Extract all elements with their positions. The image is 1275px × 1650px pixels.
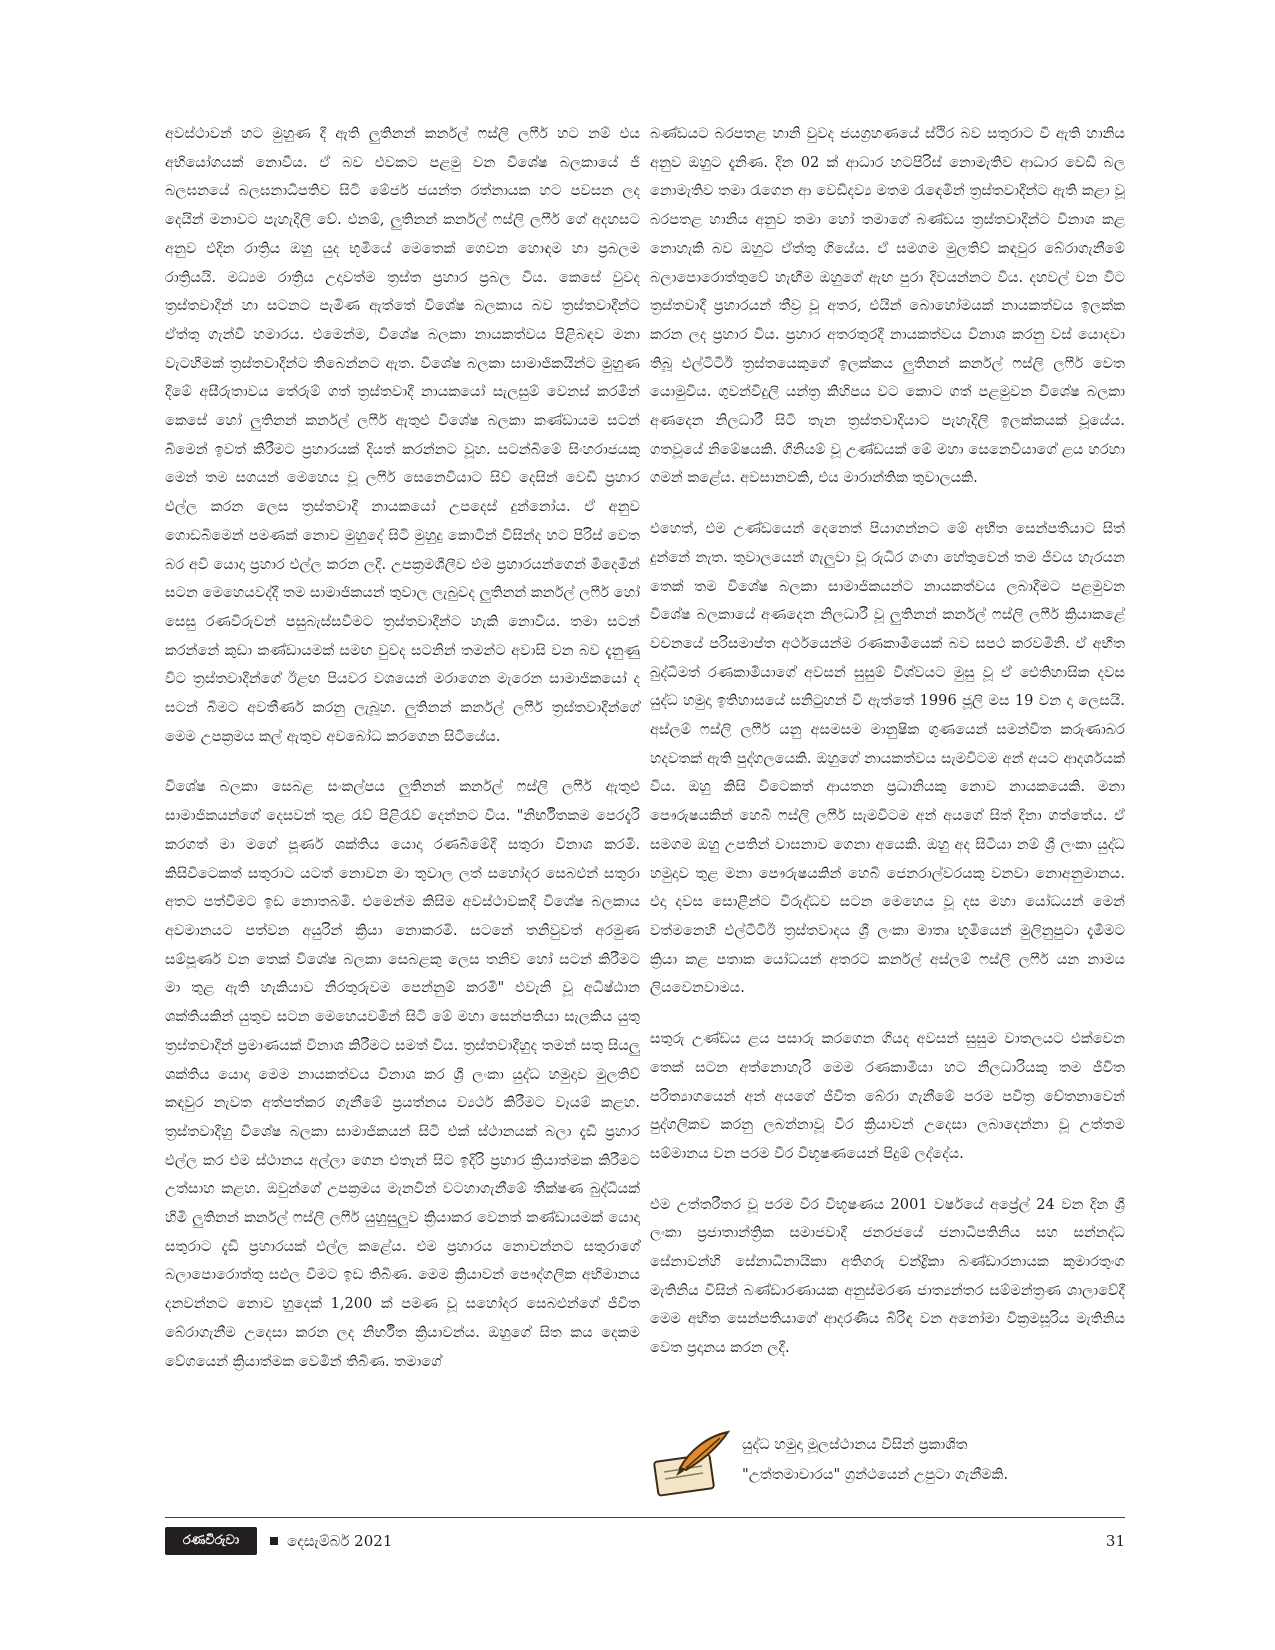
footer-rule xyxy=(165,1517,1125,1518)
left-column xyxy=(165,120,640,1398)
article-paragraph: එහෙත්, එම උණ්ඩයෙන් දෙනෙත් පියාගන්නට මේ අභීත සෙන්පතියාට සිත් දුන්නේ නැත. තුවාලයෙන් ගැලුවා වූ රුධිර ගංගා හේතුවෙන් තම ජීවය හැරයන තෙක් තම විශේෂ බලකා සාමාජිකයන්ට නායකත්වය ලබාදීමට පළමුවන විශේෂ බලකායේ අණදෙන නිලධාරී වූ ලුතිනන් කර්නල් ෆස්ලි ලෆීර් ක්‍රියාකළේ වචනයේ පරිසමාප්ත අර්ථයෙන්ම රණකාමියෙක් බව සපථ කරවමිනි. ඒ අභීත බුද්ධිමත් රණකාමියාගේ අවසන් සුසුම් විශ්වයට මුසු වූ ඒ ඓතිහාසික දවස යුද්ධ හමුදා ඉතිහාසයේ සනිටුහන් වී ඇත්තේ 1996 ජූලි මස 19 වන දා ලෙසයි. අස්ලම් ෆස්ලි ලෆීර් යනු අසමසම මානුෂික ගුණයෙන් සමන්විත කරුණාබර හදවතක් ඇති පුද්ගලයෙකි. ඔහුගේ නායකත්වය සැමවිටම අන් අයට ආදර්ශයක් විය. ඔහු කිසි විටෙකත් ආයතන ප්‍රධානියකු නොව නායකයෙකි. මනා පෞරුෂයකින් හෙබි ෆස්ලි ලෆීර් සැමවිටම අන් අයගේ සිත් දිනා ගත්තේය. ඒ සමගම ඔහු උපතින් වාසනාව ගෙනා අයෙකි. ඔහු අද සිටියා නම් ශ්‍රී ලංකා යුද්ධ හමුදාව තුළ මනා පෞරුෂයකින් හෙබි ජෙනරාල්වරයකු වනවා නොඅනුමානය. එදා දවස සොළීන්ට විරුද්ධව සටන මෙහෙය වූ දස මහා යෝධයන් මෙන් වත්මනෙහි එල්ටීටීඊ ත්‍රස්තවාදය ශ්‍රී ලංකා මාතෘ භූමියෙන් මුලිනුපුටා දැමීමට ක්‍රියා කළ පතාක යෝධයන් අතරට කර්නල් අස්ලම් ෆස්ලි ලෆීර් යන නාමය ලියවෙනවාමය. xyxy=(650,520,1125,997)
footer xyxy=(165,1525,1125,1557)
article-paragraph: එම උත්තරීතර වූ පරම වීර විභූෂණය 2001 වර්ෂයේ අප්‍රේල් 24 වන දින ශ්‍රී ලංකා ප්‍රජාතාන්ත්‍රික සමාජවාදී ජනරජයේ ජනාධිපතිනිය සහ සන්නද්ධ සේනාවන්හි සේනාධිනායිකා අතිගරු චන්ද්‍රිකා බණ්ඩාරනායක කුමාරතුංග මැතිනිය විසින් බණ්ඩාරණායක අනුස්මරණ ජාත්‍යන්තර සම්මන්ත්‍රණ ශාලාවේදී මෙම අභීත සෙන්පතියාගේ ආදරණීය බිරිඳ වන අනෝමා වික්‍රමසූරිය මැතිනිය වෙත ප්‍රදානය කරන ලදී. xyxy=(650,1195,1125,1357)
page-number: 31 xyxy=(1105,1532,1125,1550)
issue-date: දෙසැම්බර් 2021 xyxy=(287,1532,393,1550)
credit-text xyxy=(742,1430,1122,1490)
quill-pen-icon xyxy=(650,1428,734,1498)
magazine-logo: රණවිරුවා xyxy=(165,1527,257,1555)
article-paragraph: විශේෂ බලකා සෙබළ සංකල්පය ලුතිනන් කර්නල් ෆස්ලි ලෆීර් ඇතුළු සාමාජිකයන්ගේ දෙසවන් තුළ රැව් පිළිරැව් දෙන්නට විය. "නිර්භීතකම පෙරදැරි කරගත් මා මගේ පූර්ණ ශක්තිය යොදා රණබිමේදී සතුරා විනාශ කරමි. කිසිවිටෙකත් සතුරාට යටත් නොවන මා තුවාල ලත් සහෝදර සෙබළුන් සතුරා අතට පත්වීමට ඉඩ නොතබමි. එමෙන්ම කිසිම අවස්ථාවකදී විශේෂ බලකාය අවමානයට පත්වන අයුරින් ක්‍රියා නොකරමි. සටනේ තනිවුවත් අරමුණ සම්පූර්ණ වන තෙක් විශේෂ බලකා සෙබළකු ලෙස තනිව හෝ සටන් කිරීමට මා තුළ ඇති හැකියාව නිරතුරුවම පෙන්නුම් කරමි" එවැනි වූ අධිෂ්ඨාන ශක්තියකින් යුතුව සටන මෙහෙයවමින් සිටි මේ මහා සෙන්පතියා සැලකිය යුතු ත්‍රස්තවාදීන් ප්‍රමාණයක් විනාශ කිරීමට සමත් විය. ත්‍රස්තවාදීහුද තමන් සතු සියලු ශක්තිය යොදා මෙම නායකත්වය විනාශ කර ශ්‍රී ලංකා යුද්ධ හමුදාව මුලතිව් කඳවුර නැවත අත්පත්කර ගැනීමේ ප්‍රයත්නය ව්‍යර්ථ කිරීමට වෑයම් කළහ. ත්‍රස්තවාදීහු විශේෂ බලකා සාමාජිකයන් සිටි එක් ස්ථානයක් බලා දැඩි ප්‍රහාර එල්ල කර එම ස්ථානය අල්ලා ගෙන එතැන් සිට ඉදිරි ප්‍රහාර ක්‍රියාත්මක කිරීමට උත්සාහ කළහ. ඔවුන්ගේ උපක්‍රමය මැනවින් වටහාගැනීමේ තීක්ෂණ බුද්ධියක් හිමි ලුතිනන් කර්නල් ෆස්ලි ලෆීර් යුහුසුලුව ක්‍රියාකර වෙනත් කණ්ඩායමක් යොදා සතුරාට දැඩි ප්‍රහාරයක් එල්ල කළේය. එම ප්‍රහාරය නොවන්නට සතුරාගේ බලාපොරොත්තු සඵල වීමට ඉඩ තිබිණ. මෙම ක්‍රියාවන් පෞද්ගලික අභිමානය දනවන්නට නොව හුදෙක් 1,200 ක් පමණ වූ සහෝදර සෙබළුන්ගේ ජීවිත බේරාගැනීම උදෙසා කරන ලද නිර්භීත ක්‍රියාවන්ය. ඔහුගේ සිත කය දෙකම වේගයෙන් ක්‍රියාත්මක වෙමින් තිබිණ. තමාගේ xyxy=(165,778,640,1370)
article-paragraph: බණ්ඩයට බරපතළ හානි වුවද ජයග්‍රහණයේ ස්ථිර බව සතුරාට වී ඇති හානිය අනුව ඔහුට දැනිණ. දින 02 ක් ආධාර හටපිරිස් නොමැතිව ආධාර වෙඩි බල නොමැතිව තමා රැගෙන ආ වෙඩිදව්‍ය මතම රැඳෙමින් ත්‍රස්තවාදීන්ට ඇති කළා වූ බරපතළ හානිය අනුව තමා හෝ තමාගේ බණ්ඩය ත්‍රස්තවාදීන්ට විනාශ කළ නොහැකි බව ඔහුට ඒත්තු ගියේය. ඒ සමගම මුලතිව් කඳවුර බේරාගැනීමේ බලාපොරොත්තුවේ හැඟීම ඔහුගේ ඇඟ පුරා දිවයන්නට විය. දහවල් වන විට ත්‍රස්තවාදී ප්‍රහාරයන් තීව්‍ර වූ අතර, එයින් බොහෝමයක් නායකත්වය ඉලක්ක කරන ලද ප්‍රහාර විය. ප්‍රහාර අතරතුරදී නායකත්වය විනාශ කරනු වස් යොදවා තිබූ එල්ටීටීඊ ත්‍රස්තයෙකුගේ ඉලක්කය ලුතිනන් කර්නල් ෆස්ලි ලෆීර් වෙත යොමුවිය. ගුවන්විදුලි යන්ත්‍ර කිහිපය වට කොට ගත් පළමුවන විශේෂ බලකා අණදෙන නිලධාරී සිටි තැන ත්‍රස්තවාදියාට පැහැදිලි ඉලක්කයක් වූයේය. ගතවූයේ නිමේෂයකි. ගිනියම් වූ උණ්ඩයක් මේ මහා සෙනෙවියාගේ ළය හරහා ගමන් කළේය. අවසානවකි, එය මාරාන්තික තුවාලයකි. xyxy=(650,125,1125,487)
credit-line: "උත්තමාචාරය" ග්‍රන්ථයෙන් උපුටා ගැනීමකි. xyxy=(742,1466,1009,1483)
article-paragraph: සතුරු උණ්ඩය ළය පසාරු කරගෙන ගියද අවසන් සුසුම වාතලයට එක්වෙන තෙක් සටන අත්නොහැරි මෙම රණකාමියා හට නිලධාරියකු තම ජීවිත පරිත්‍යාගයෙන් අන් අයගේ ජීවිත බේරා ගැනීමේ පරම පවිත්‍ර චේතනාවෙන් පුද්ගලිකව කරනු ලබන්නාවූ වීර ක්‍රියාවන් උදෙසා ලබාදෙන්නා වූ උත්තම සම්මානය වන පරම වීර විභූෂණයෙන් පිදුම් ලද්දේය. xyxy=(650,1030,1125,1162)
article-paragraph: අවස්ථාවන් හට මුහුණ දී ඇති ලුතිනන් කර්නල් ෆස්ලි ලෆීර් හට නම් එය අභියෝගයක් නොවීය. ඒ බව එවකට පළමු වන විශේෂ බලකායේ ජී බලඝනයේ බලඝනාධිපතිව සිටි මේජර් ජයන්ත රත්නායක හට පවසන ලද දෙයින් මනාවට පැහැදිලි වේ. එනම්, ලුතිනන් කර්නල් ෆස්ලි ලෆීර් ගේ අදහසට අනුව එදින රාත්‍රිය ඔහු යුද භූමියේ මෙතෙක් ගෙවන හොඳම හා ප්‍රබලම රාත්‍රියයි. මධ්‍යම රාත්‍රිය උදාවත්ම ත්‍රස්ත ප්‍රහාර ප්‍රබල විය. කෙසේ වුවද ත්‍රස්තවාදීන් හා සටනට පැමිණ ඇත්තේ විශේෂ බලකාය බව ත්‍රස්තවාදීන්ට ඒත්තු ගැන්වී හමාරය. එමෙන්ම, විශේෂ බලකා නායකත්වය පිළිබඳව මනා වැටහීමක් ත්‍රස්තවාදීන්ට තිබෙන්නට ඇත. විශේෂ බලකා සාමාජිකයින්ට මුහුණ දීමේ අසීරුතාවය තේරුම් ගත් ත්‍රස්තවාදී නායකයෝ සැලසුම් වෙනස් කරමින් කෙසේ හෝ ලුතිනන් කර්නල් ලෆීර් ඇතුළු විශේෂ බලකා කණ්ඩායම සටන් බිමෙන් ඉවත් කිරීමට ප්‍රහාරයක් දියත් කරන්නට වූහ. සටන්බිමේ සිංහරාජයකු මෙන් තම සගයන් මෙහෙය වූ ලෆීර් සෙනෙවියාට සිව් දෙසින් වෙඩි ප්‍රහාර එල්ල කරන ලෙස ත්‍රස්තවාදී නායකයෝ උපදෙස් දුන්නෝය. ඒ අනුව ගොඩබිමෙන් පමණක් නොව මුහුදේ සිටි මුහුදු කොටින් විසින්ද හට පිරිස් වෙත බර අවි යොදා ප්‍රහාර එල්ල කරන ලදී. උපක්‍රමශීලීව එම ප්‍රහාරයන්ගෙන් මිදෙමින් සටන මෙහෙයවද්දී තම සාමාජිකයන් තුවාල ලැබුවද ලුතිනන් කර්නල් ලෆීර් හෝ සෙසු රණවිරුවන් පසුබැස්සවීමට ත්‍රස්තවාදීන්ට හැකි නොවීය. තමා සටන් කරන්නේ කුඩා කණ්ඩායමක් සමඟ වුවද සටනින් තමන්ට අවාසි වන බව දැනුණු විට ත්‍රස්තවාදීන්ගේ ඊළඟ පියවර වශයෙන් මරාගෙන මැරෙන සාමාජිකයෝ ද සටන් බිමට අවතීර්ණ කරනු ලැබූහ. ලුතිනන් කර්නල් ලෆීර් ත්‍රස්තවාදීන්ගේ මෙම උපක්‍රමය කල් ඇතුව අවබෝධ කරගෙන සිටියේය. xyxy=(165,125,640,745)
square-bullet-icon xyxy=(270,1537,278,1545)
source-credit xyxy=(650,1428,1125,1498)
right-column xyxy=(650,120,1125,1385)
credit-line: යුද්ධ හමුදා මූලස්ථානය විසින් ප්‍රකාශිත xyxy=(742,1436,968,1453)
